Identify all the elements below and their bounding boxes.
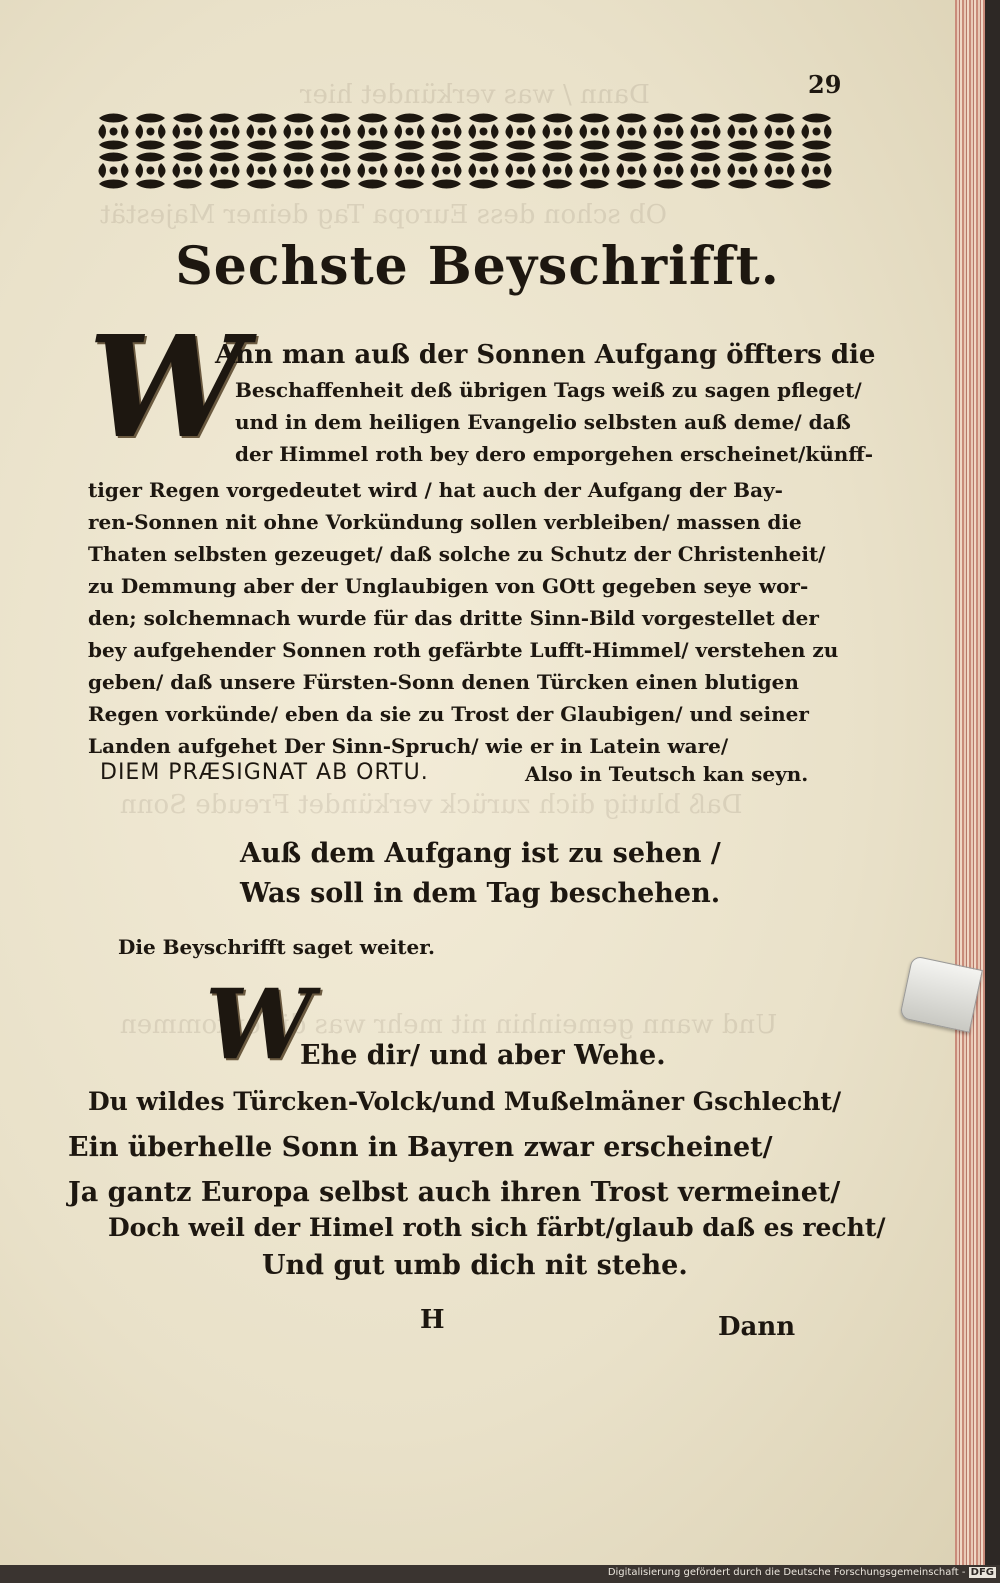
ornament-border	[95, 112, 835, 190]
page-edges	[955, 0, 985, 1565]
text-line: tiger Regen vorgedeutet wird / hat auch der Aufgang der Bay-	[88, 478, 783, 502]
text-line: Thaten selbsten gezeuget/ daß solche zu Schutz der Christenheit/	[88, 542, 826, 566]
poem-line: Ja gantz Europa selbst auch ihren Trost vermeinet/	[68, 1177, 841, 1208]
bleed-through-text: Dann / was verkündet hier	[300, 80, 650, 110]
couplet-line: Was soll in dem Tag beschehen.	[240, 878, 721, 909]
text-line: den; solchemnach wurde für das dritte Sinn-Bild vorgestellet der	[88, 606, 819, 630]
poem-line: Doch weil der Himel roth sich färbt/glaub daß es recht/	[108, 1213, 886, 1242]
poem-line: Du wildes Türcken-Volck/und Mußelmäner Gschlecht/	[88, 1087, 842, 1116]
bleed-through-text: Und wann gemeinhin nit mehr was dir erkommen	[120, 1010, 778, 1040]
dfg-logo: DFG	[970, 1567, 994, 1578]
section-heading: Sechste Beyschrifft.	[175, 236, 780, 297]
bleed-through-text: Ob schon dess Europa Tag deiner Majestät	[100, 200, 667, 230]
catchword: Dann	[718, 1312, 796, 1342]
initial-letter: W	[88, 306, 246, 470]
text-line: Regen vorkünde/ eben da sie zu Trost der Glaubigen/ und seiner	[88, 702, 809, 726]
page-number: 29	[808, 70, 842, 99]
poem-line: Und gut umb dich nit stehe.	[262, 1250, 688, 1281]
text-line: geben/ daß unsere Fürsten-Sonn denen Türcken einen blutigen	[88, 670, 799, 694]
initial-letter: W	[205, 968, 313, 1081]
text-line: zu Demmung aber der Unglaubigen von GOtt gegeben seye wor-	[88, 574, 809, 598]
signature-mark: H	[420, 1305, 445, 1335]
text-line: Beschaffenheit deß übrigen Tags weiß zu sagen pfleget/	[235, 378, 862, 402]
footer-text: Digitalisierung gefördert durch die Deutsche Forschungsgemeinschaft -	[607, 1567, 966, 1578]
text-line: Ann man auß der Sonnen Aufgang öffters die	[215, 340, 876, 370]
book-cover-edge	[985, 0, 1000, 1565]
transition-line: Die Beyschrifft saget weiter.	[118, 935, 435, 959]
poem-line: Ein überhelle Sonn in Bayren zwar erscheinet/	[68, 1132, 773, 1163]
text-line: bey aufgehender Sonnen roth gefärbte Lufft-Himmel/ verstehen zu	[88, 638, 839, 662]
latin-motto: DIEM PRÆSIGNAT AB ORTU.	[100, 760, 429, 785]
text-line: Landen aufgehet Der Sinn-Spruch/ wie er in Latein ware/	[88, 734, 729, 758]
text-line: der Himmel roth bey dero emporgehen erscheinet/künff-	[235, 442, 874, 466]
text-line: und in dem heiligen Evangelio selbsten auß deme/ daß	[235, 410, 851, 434]
footer-credit	[600, 1567, 1000, 1583]
text-line: ren-Sonnen nit ohne Vorkündung sollen verbleiben/ massen die	[88, 510, 802, 534]
bleed-through-text: Daß blutig dich zurück verkündet Freude Sonn	[120, 790, 743, 820]
couplet-line: Auß dem Aufgang ist zu sehen /	[240, 838, 721, 869]
poem-line: Ehe dir/ und aber Wehe.	[300, 1040, 666, 1071]
motto-german-intro: Also in Teutsch kan seyn.	[525, 762, 809, 786]
